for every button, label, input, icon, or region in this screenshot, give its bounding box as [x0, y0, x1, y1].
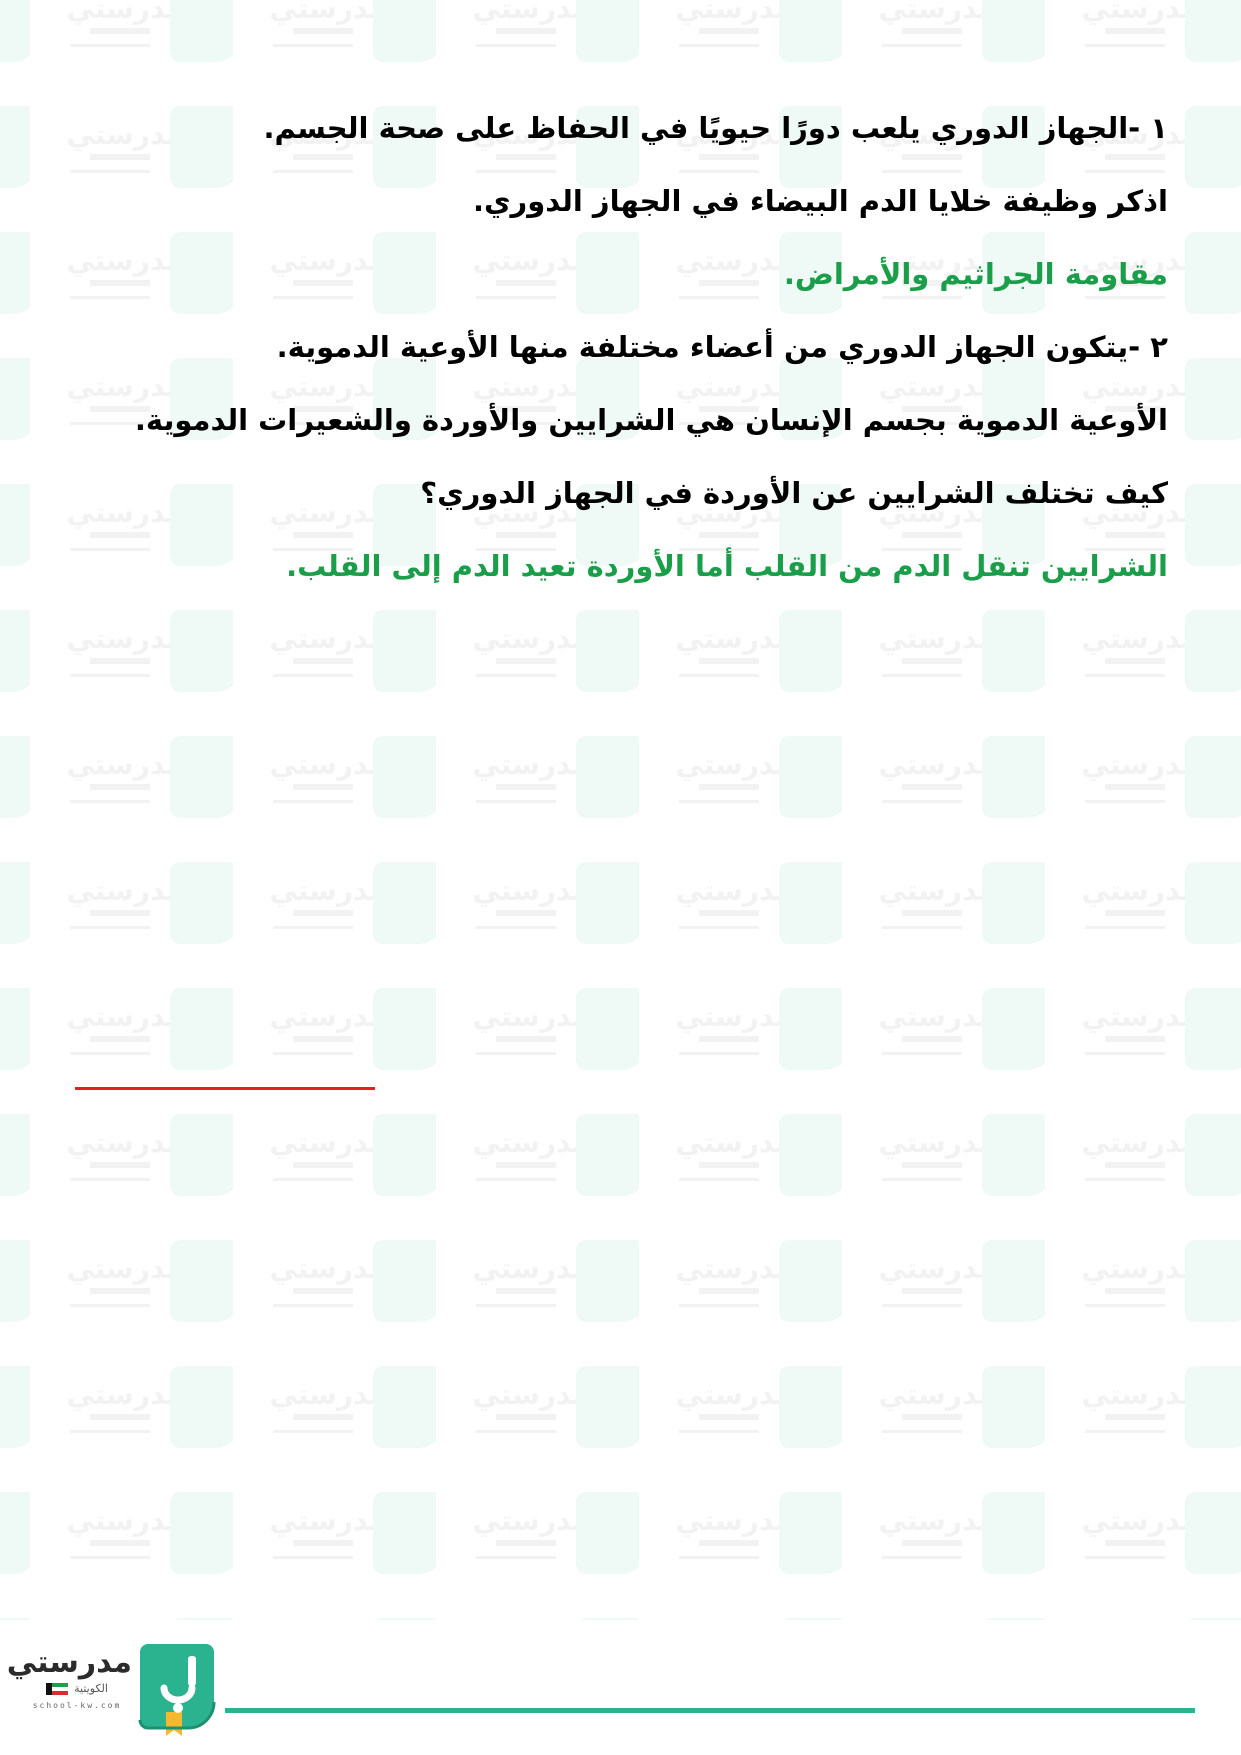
footer-logo [6, 1642, 217, 1737]
question-2-answer: الشرايين تنقل الدم من القلب أما الأوردة تعيد الدم إلى القلب. [286, 549, 1168, 583]
kuwait-flag-icon [46, 1683, 68, 1695]
watermark-pattern: مدرستي [0, 0, 1241, 1755]
logo-url: school-kw.com [32, 1701, 122, 1710]
worksheet-content [100, 92, 1168, 603]
logo-wordmark [6, 1645, 132, 1710]
question-1-line-2: اذكر وظيفة خلايا الدم البيضاء في الجهاز الدوري. [472, 184, 1168, 218]
logo-subtitle: الكويتية [74, 1682, 108, 1695]
question-2-line-2: الأوعية الدموية بجسم الإنسان هي الشرايين والأوردة والشعيرات الدموية. [134, 403, 1168, 437]
footer-rule [225, 1708, 1195, 1713]
question-1-answer: مقاومة الجراثيم والأمراض. [783, 257, 1168, 291]
red-divider [75, 1087, 375, 1090]
question-2-line-3: كيف تختلف الشرايين عن الأوردة في الجهاز الدوري؟ [420, 476, 1168, 510]
logo-name: مدرستي [6, 1645, 132, 1680]
question-2-line-1: ٢ -يتكون الجهاز الدوري من أعضاء مختلفة منها الأوعية الدموية. [276, 330, 1168, 364]
question-1-line-1: ١ -الجهاز الدوري يلعب دورًا حيويًا في الحفاظ على صحة الجسم. [263, 111, 1168, 145]
logo-sub-row [22, 1682, 132, 1695]
logo-book-icon [138, 1642, 216, 1737]
